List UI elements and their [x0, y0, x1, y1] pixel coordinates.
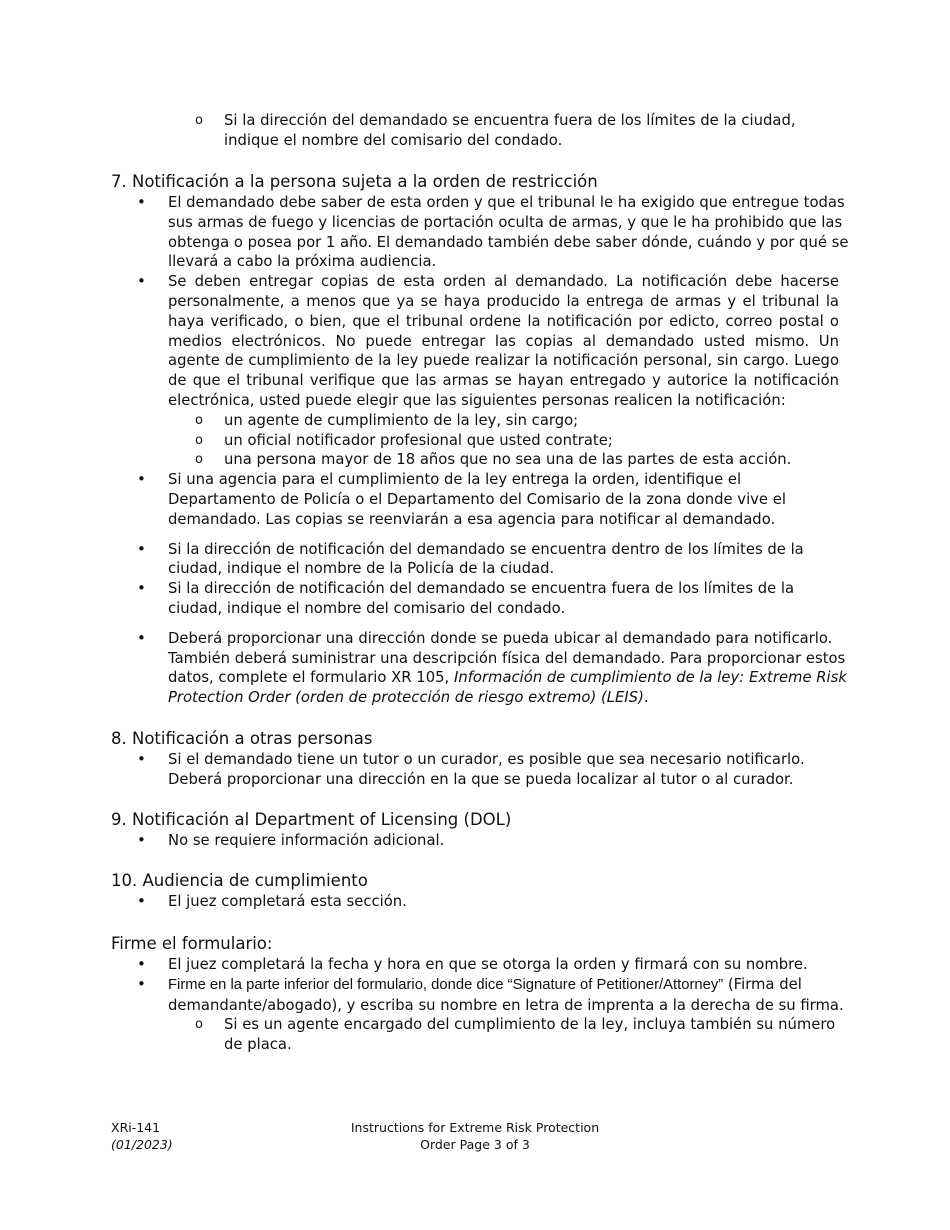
list-item	[111, 629, 851, 708]
section-8	[111, 729, 851, 790]
list-item: o Si la dirección del demandado se encuentra fuera de los límites de la ciudad, indique el nombre del comisario del condado.	[111, 111, 851, 151]
section-7	[111, 172, 851, 708]
list-item: • Si la dirección de notificación del demandado se encuentra fuera de los límites de la ciudad, indique el nombre del comisario del condado.	[111, 579, 851, 619]
section-heading: 8. Notificación a otras personas	[111, 729, 373, 748]
section-heading: 10. Audiencia de cumplimiento	[111, 871, 368, 890]
bullet-text: Deberá proporcionar una dirección donde se pueda ubicar al demandado para notificarlo. También deberá suministrar una descripción física del demandado. Para proporcionar estos datos, complete el formulario XR 105,	[168, 629, 846, 687]
section-9	[111, 810, 851, 851]
list-item: • Se deben entregar copias de esta orden al demandado. La notificación debe hacerse personalmente, a menos que ya se haya producido la entrega de armas y el tribunal la haya verificado, o bien, que el tribunal ordene la notificación por edicto, correo postal o medios electrónicos. No puede entregar las copias al demandado usted mismo. Un agente de cumplimiento de la ley puede realizar la notificación personal, sin cargo. Luego de que el tribunal verifique que las armas se hayan entregado y autorice la notificación electrónica, usted puede elegir que las siguientes personas realicen la notificación:	[111, 272, 851, 411]
sign-section	[111, 934, 851, 1055]
list-item: • El juez completará la fecha y hora en que se otorga la orden y firmará con su nombre.	[111, 955, 851, 975]
bullet-text: Firme en la parte inferior del formulario, donde dice “Signature of Petitioner/Attorney”	[168, 976, 724, 993]
section-10	[111, 871, 851, 912]
section-heading: 7. Notificación a la persona sujeta a la orden de restricción	[111, 172, 598, 191]
list-item	[111, 975, 851, 1016]
footer-title	[320, 1119, 630, 1153]
bullet-end: .	[643, 689, 649, 707]
section-heading: 9. Notificación al Department of Licensing (DOL)	[111, 810, 512, 829]
top-continuation	[111, 111, 851, 151]
bullet-text-cont: (Firma del demandante/abogado), y escriba su nombre en letra de imprenta a la derecha de su firma.	[168, 975, 844, 1014]
list-item: • Si el demandado tiene un tutor o un curador, es posible que sea necesario notificarlo. Deberá proporcionar una dirección en la que se pueda localizar al tutor o al curador.	[111, 750, 851, 790]
form-title-italic: Información de cumplimiento de la ley: Extreme Risk Protection Order (orden de protección de riesgo extremo) (LEIS)	[168, 669, 847, 707]
list-item: • Si la dirección de notificación del demandado se encuentra dentro de los límites de la ciudad, indique el nombre de la Policía de la ciudad.	[111, 540, 851, 580]
list-item: • El juez completará esta sección.	[111, 892, 851, 912]
list-item: • Si una agencia para el cumplimiento de la ley entrega la orden, identifique el Departamento de Policía o el Departamento del Comisario de la zona donde vive el demandado. Las copias se reenviarán a esa agencia para notificar al demandado.	[111, 470, 851, 529]
footer-form-id	[111, 1119, 173, 1153]
section-heading: Firme el formulario:	[111, 934, 273, 953]
form-number: XRi-141	[111, 1120, 161, 1135]
footer-title-line1: Instructions for Extreme Risk Protection	[350, 1120, 600, 1135]
list-item: o un oficial notificador profesional que usted contrate;	[111, 431, 851, 451]
list-item: • El demandado debe saber de esta orden y que el tribunal le ha exigido que entregue todas sus armas de fuego y licencias de portación oculta de armas, y que le ha prohibido que las obtenga o posea por 1 año. El demandado también debe saber dónde, cuándo y por qué se llevará a cabo la próxima audiencia.	[111, 193, 851, 272]
list-item: • No se requiere información adicional.	[111, 831, 851, 851]
footer-title-line2: Order Page 3 of 3	[420, 1137, 530, 1152]
list-item: o un agente de cumplimiento de la ley, sin cargo;	[111, 411, 851, 431]
list-item: o Si es un agente encargado del cumplimiento de la ley, incluya también su número de placa.	[111, 1015, 851, 1055]
form-date: (01/2023)	[111, 1137, 173, 1152]
list-item: o una persona mayor de 18 años que no sea una de las partes de esta acción.	[111, 450, 851, 470]
